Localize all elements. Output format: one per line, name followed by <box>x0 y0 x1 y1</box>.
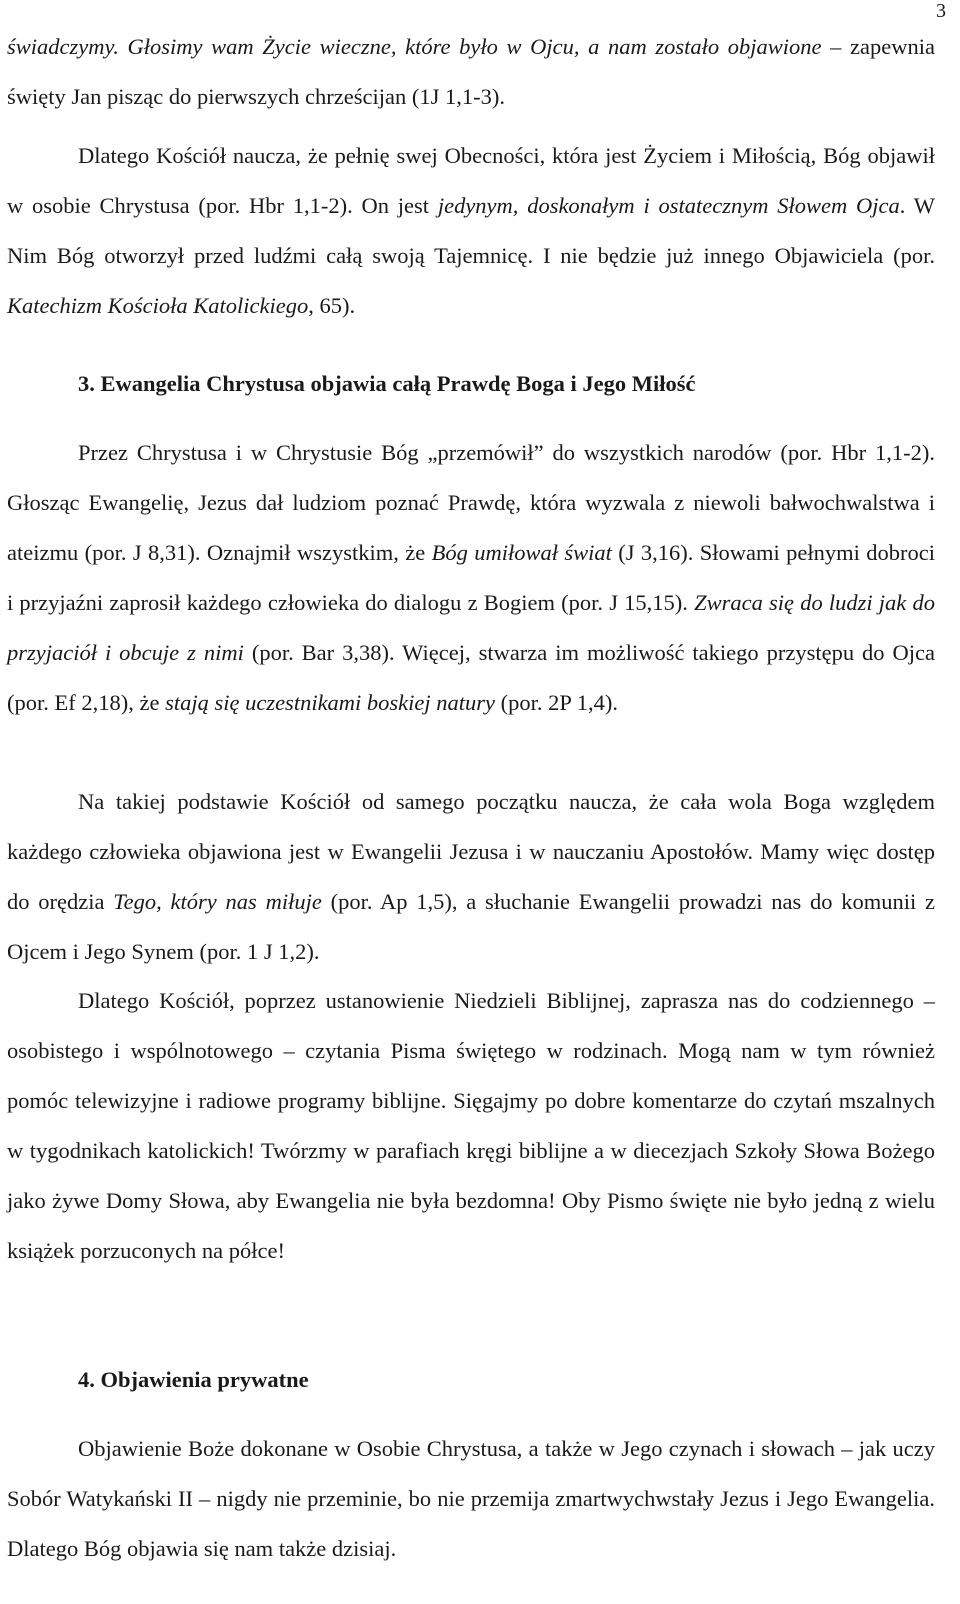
text-run: Dlatego Kościół naucza, że pełnię swej Obecności, która jest Życiem i Miłością, Bóg objawił w osobie Chrystusa (por. Hbr 1,1-2). On jest <box>7 143 935 218</box>
text-run: zapewnia święty Jan pisząc do pierwszych chrześcijan (1J 1,1-3). <box>7 34 936 109</box>
section-heading: 4. Objawienia prywatne <box>78 1367 309 1392</box>
italic-text-run: świadczymy. Głosimy wam Życie wieczne, które było w Ojcu, a nam zostało objawione – <box>7 34 842 59</box>
italic-text-run: Katechizm Kościoła Katolickiego <box>7 293 309 318</box>
section-heading: 3. Ewangelia Chrystusa objawia całą Prawdę Boga i Jego Miłość <box>78 371 696 396</box>
page-number: 3 <box>936 0 946 22</box>
paragraph <box>7 131 935 331</box>
italic-text-run: Bóg umiłował świat <box>431 540 612 565</box>
italic-text-run: stają się uczestnikami boskiej natury <box>165 690 496 715</box>
paragraph <box>7 22 935 122</box>
text-run: Dlatego Kościół, poprzez ustanowienie Niedzieli Biblijnej, zaprasza nas do codziennego – osobistego i wspólnotowego – czytania Pisma świętego w rodzinach. Mogą nam w tym również pomóc telewizyjne i radiowe programy biblijne. Sięgajmy po dobre komentarze do czytań mszalnych w tygodnikach katolickich! Twórzmy w parafiach kręgi biblijne a w diecezjach Szkoły Słowa Bożego jako żywe Domy Słowa, aby Ewangelia nie była bezdomna! Oby Pismo święte nie było jedną z wielu książek porzuconych na półce! <box>7 988 935 1263</box>
paragraph <box>7 976 935 1276</box>
text-run: Objawienie Boże dokonane w Osobie Chrystusa, a także w Jego czynach i słowach – jak uczy Sobór Watykański II – nigdy nie przeminie, bo nie przemija zmartwychwstały Jezus i Jego Ewangelia. Dlatego Bóg objawia się nam także dzisiaj. <box>7 1436 935 1561</box>
paragraph <box>7 428 935 728</box>
text-run: (por. Ap 1,5), a słuchanie Ewangelii prowadzi nas do komunii z Ojcem i Jego Synem (por. 1 J 1,2). <box>7 889 935 964</box>
paragraph <box>7 1424 935 1574</box>
text-run: (por. Bar 3,38). Więcej, stwarza im możliwość takiego przystępu do Ojca (por. Ef 2,18), że <box>7 640 935 715</box>
text-run: . W Nim Bóg otworzył przed ludźmi całą swoją Tajemnicę. I nie będzie już innego Objawiciela (por. <box>7 193 935 268</box>
paragraph <box>7 777 935 977</box>
text-run: Na takiej podstawie Kościół od samego początku naucza, że cała wola Boga względem każdego człowieka objawiona jest w Ewangelii Jezusa i w nauczaniu Apostołów. Mamy więc dostęp do orędzia <box>7 789 935 914</box>
text-run: , 65). <box>308 293 356 318</box>
text-run: (J 3,16). Słowami pełnymi dobroci i przyjaźni zaprosił każdego człowieka do dialogu z Bogiem (por. J 15,15). <box>7 540 935 615</box>
italic-text-run: Zwraca się do ludzi jak do przyjaciół i obcuje z nimi <box>7 590 935 665</box>
italic-text-run: jedynym, doskonałym i ostatecznym Słowem Ojca <box>437 193 900 218</box>
text-run: (por. 2P 1,4). <box>495 690 618 715</box>
italic-text-run: Tego, który nas miłuje <box>113 889 322 914</box>
text-run: Przez Chrystusa i w Chrystusie Bóg „przemówił” do wszystkich narodów (por. Hbr 1,1-2). Głosząc Ewangelię, Jezus dał ludziom poznać Prawdę, która wyzwala z niewoli bałwochwalstwa i ateizmu (por. J 8,31). Oznajmił wszystkim, że <box>7 440 935 565</box>
